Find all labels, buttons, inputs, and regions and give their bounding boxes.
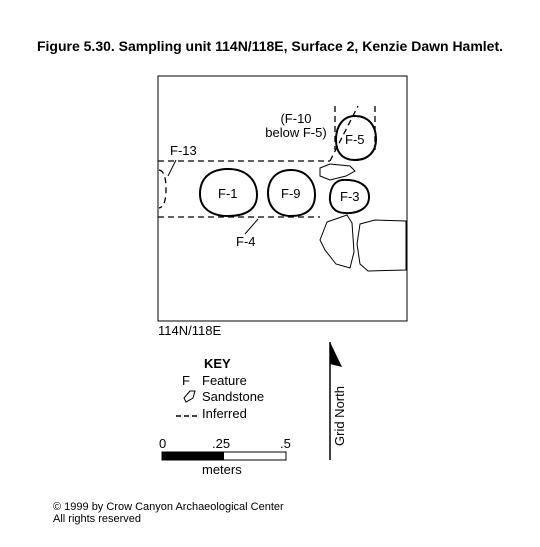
feature-label-f4: F-4: [236, 234, 256, 249]
scale-tick-025: .25: [212, 436, 231, 451]
f4-leader: [245, 219, 258, 234]
key-sandstone-label: Sandstone: [202, 389, 265, 404]
feature-label-f9: F-9: [281, 186, 301, 201]
copyright: [53, 501, 284, 525]
f13-leader: [168, 160, 176, 176]
sandstone-rocks: [320, 164, 406, 271]
key-inferred-label: Inferred: [202, 406, 247, 421]
feature-label-f13: F-13: [170, 143, 197, 158]
f13-edge: [159, 170, 166, 208]
scale-tick-0: 0: [159, 436, 167, 451]
feature-label-f10-line1: (F-10: [280, 111, 312, 126]
sandstone-rock-1: [320, 164, 355, 180]
scale-tick-05: .5: [280, 436, 291, 451]
sandstone-key-icon: [184, 391, 195, 402]
scale-bar: [162, 452, 286, 460]
copyright-line1: © 1999 by Crow Canyon Archaeological Center: [53, 501, 284, 513]
feature-label-f10-line2: below F-5): [265, 125, 327, 140]
copyright-line2: All rights reserved: [53, 513, 142, 525]
feature-label-f5: F-5: [345, 132, 365, 147]
key-feature-label: Feature: [202, 373, 247, 388]
scale-unit-label: meters: [202, 462, 242, 477]
sandstone-rock-3: [357, 220, 406, 271]
north-label: Grid North: [332, 386, 347, 446]
key-feature-symbol: F: [182, 373, 190, 388]
key-title: KEY: [204, 356, 231, 371]
feature-label-f1: F-1: [218, 186, 238, 201]
sandstone-rock-2: [320, 215, 354, 268]
feature-label-f3: F-3: [340, 189, 360, 204]
figure-title: Figure 5.30. Sampling unit 114N/118E, Surface 2, Kenzie Dawn Hamlet.: [36, 38, 504, 54]
unit-label: 114N/118E: [158, 323, 222, 338]
feature-label-f10: [262, 112, 330, 140]
